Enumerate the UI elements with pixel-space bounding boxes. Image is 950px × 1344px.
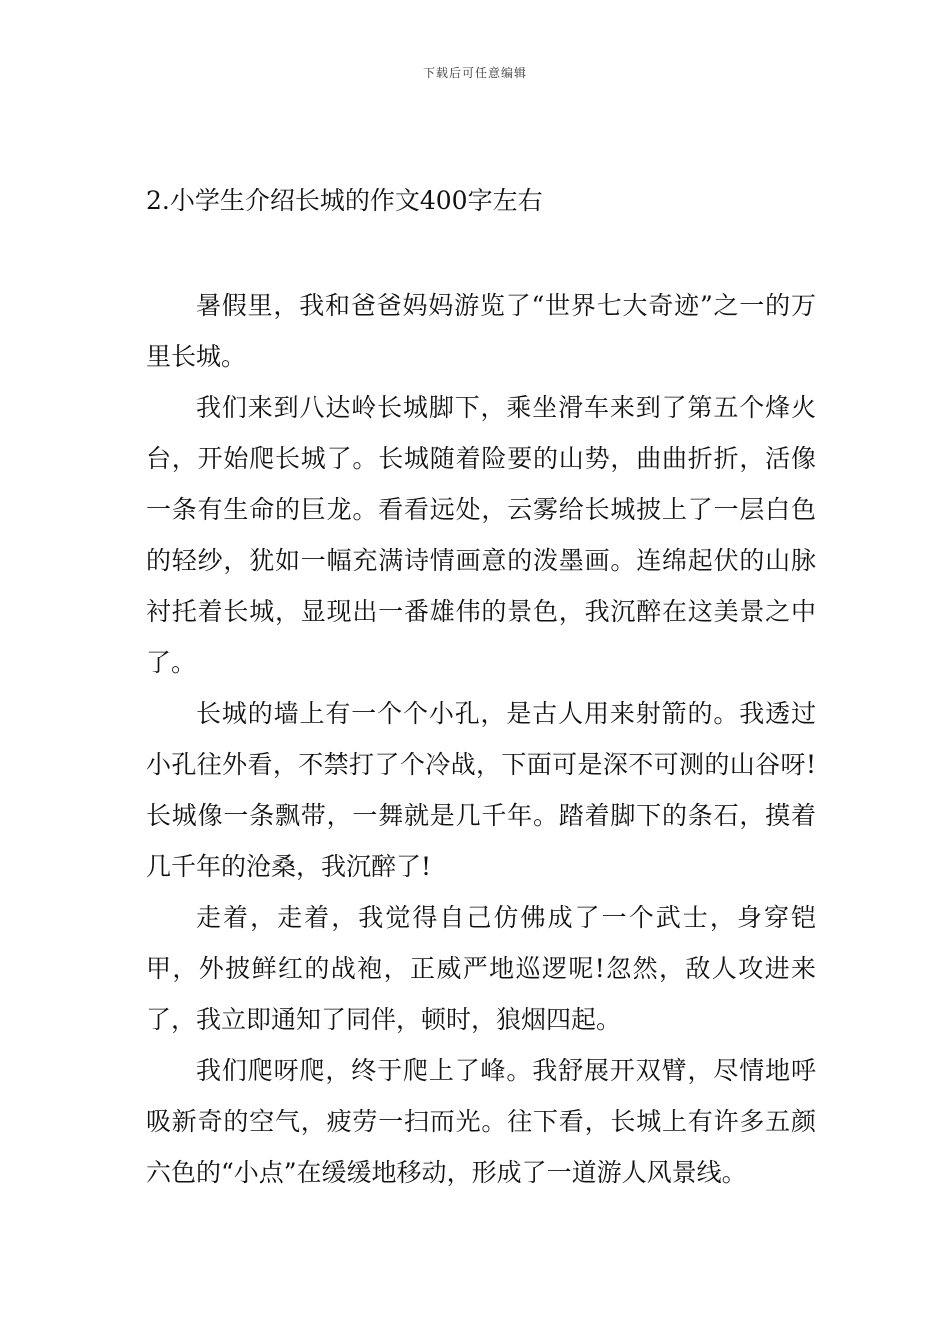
header-note: 下载后可任意编辑 (422, 66, 527, 80)
paragraph: 长城的墙上有一个个小孔，是古人用来射箭的。我透过小孔往外看，不禁打了个冷战，下面可是深不可测的山谷呀!长城像一条飘带，一舞就是几千年。踏着脚下的条石，摸着几千年的沧桑，我沉醉了! (146, 699, 816, 881)
paragraph: 走着，走着，我觉得自己仿佛成了一个武士，身穿铠甲，外披鲜红的战袍，正威严地巡逻呢!忽然，敌人攻进来了，我立即通知了同伴，顿时，狼烟四起。 (146, 903, 816, 1034)
document-body (146, 280, 816, 1198)
document-title: 2.小学生介绍长城的作文400字左右 (146, 186, 543, 215)
paragraph: 暑假里，我和爸爸妈妈游览了“世界七大奇迹”之一的万里长城。 (146, 291, 816, 371)
paragraph: 我们来到八达岭长城脚下，乘坐滑车来到了第五个烽火台，开始爬长城了。长城随着险要的山势，曲曲折折，活像一条有生命的巨龙。看看远处，云雾给长城披上了一层白色的轻纱，犹如一幅充满诗情画意的泼墨画。连绵起伏的山脉衬托着长城，显现出一番雄伟的景色，我沉醉在这美景之中了。 (146, 393, 816, 677)
paragraph: 我们爬呀爬，终于爬上了峰。我舒展开双臂，尽情地呼吸新奇的空气，疲劳一扫而光。往下看，长城上有许多五颜六色的“小点”在缓缓地移动，形成了一道游人风景线。 (146, 1056, 816, 1187)
